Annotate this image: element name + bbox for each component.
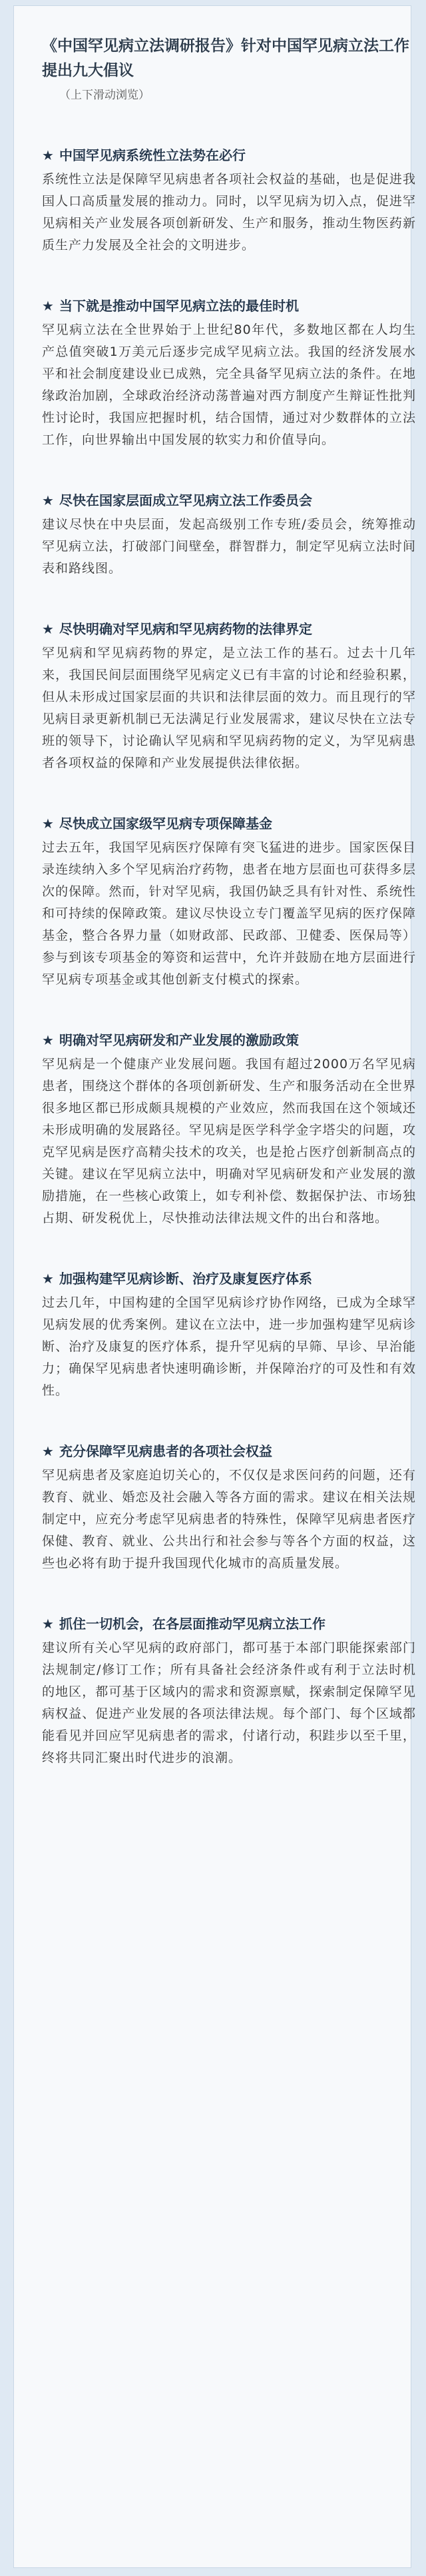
scroll-hint: （上下滑动浏览） [59,89,150,102]
section-1 [42,145,416,257]
article-card [13,5,416,2568]
section-body: 罕见病患者及家庭迫切关心的，不仅仅是求医问药的问题，还有教育、就业、婚恋及社会融入等各方面的需求。建议在相关法规制定中，应充分考虑罕见病患者的特殊性，保障罕见病患者医疗保健、教育、就业、公共出行和社会参与等各个方面的权益，这些也必将有助于提升我国现代化城市的高质量发展。 [42,1468,416,1571]
section-4 [42,618,416,774]
section-body: 罕见病和罕见病药物的界定，是立法工作的基石。过去十几年来，我国民间层面围绕罕见病定义已有丰富的讨论和经验积累，但从未形成过国家层面的共识和法律层面的效力。而且现行的罕见病目录更新机制已无法满足行业发展需求，建议尽快在立法专班的领导下，讨论确认罕见病和罕见病药物的定义，为罕见病患者各项权益的保障和产业发展提供法律依据。 [42,646,416,770]
section-heading [42,1613,416,1634]
star-icon: ★ [42,298,54,314]
section-heading-text: 充分保障罕见病患者的各项社会权益 [59,1443,272,1459]
section-heading [42,1268,416,1289]
section-9 [42,1613,416,1769]
star-icon: ★ [42,816,54,832]
section-body: 建议尽快在中央层面，发起高级别工作专班/委员会，统筹推动罕见病立法，打破部门间壁垒，群智群力，制定罕见病立法时间表和路线图。 [42,517,416,576]
section-heading [42,490,416,511]
section-body: 过去五年，我国罕见病医疗保障有突飞猛进的进步。国家医保目录连续纳入多个罕见病治疗药物，患者在地方层面也可获得多层次的保障。然而，针对罕见病，我国仍缺乏具有针对性、系统性和可持续的保障政策。建议尽快设立专门覆盖罕见病的医疗保障基金，整合各界力量（如财政部、民政部、卫健委、医保局等）参与到该专项基金的筹资和运营中，允许并鼓励在地方层面进行罕见病专项基金或其他创新支付模式的探索。 [42,840,416,987]
section-heading [42,1029,416,1051]
section-heading-text: 当下就是推动中国罕见病立法的最佳时机 [59,298,299,314]
section-body: 建议所有关心罕见病的政府部门，都可基于本部门职能探索部门法规制定/修订工作；所有具备社会经济条件或有利于立法时机的地区，都可基于区域内的需求和资源禀赋，探索制定保障罕见病权益、促进产业发展的各项法律法规。每个部门、每个区域都能看见并回应罕见病患者的需求，付诸行动，积跬步以至千里，终将共同汇聚出时代进步的浪潮。 [42,1640,416,1765]
star-icon: ★ [42,147,54,163]
star-icon: ★ [42,1443,54,1459]
section-5 [42,813,416,991]
section-heading [42,618,416,640]
section-heading-text: 尽快明确对罕见病和罕见病药物的法律界定 [59,621,312,637]
section-heading [42,295,416,317]
section-body: 罕见病立法在全世界始于上世纪80年代，多数地区都在人均生产总值突破1万美元后逐步完成罕见病立法。我国的经济发展水平和社会制度建设业已成熟，完全具备罕见病立法的条件。在地缘政治加剧，全球政治经济动荡普遍对西方制度产生辩证性批判性讨论时，我国应把握时机，结合国情，通过对少数群体的立法工作，向世界输出中国发展的软实力和价值导向。 [42,322,416,447]
section-3 [42,490,416,580]
section-8 [42,1441,416,1575]
section-body: 过去几年，中国构建的全国罕见病诊疗协作网络，已成为全球罕见病发展的优秀案例。建议在立法中，进一步加强构建罕见病诊断、治疗及康复的医疗体系，提升罕见病的早筛、早诊、早治能力；确保罕见病患者快速明确诊断，并保障治疗的可及性和有效性。 [42,1295,416,1398]
section-heading-text: 明确对罕见病研发和产业发展的激励政策 [59,1032,299,1048]
star-icon: ★ [42,1616,54,1632]
section-heading [42,1441,416,1462]
section-heading-text: 尽快在国家层面成立罕见病立法工作委员会 [59,492,312,508]
section-6 [42,1029,416,1229]
star-icon: ★ [42,492,54,508]
section-heading-text: 加强构建罕见病诊断、治疗及康复医疗体系 [59,1271,312,1287]
section-heading-text: 抓住一切机会，在各层面推动罕见病立法工作 [59,1616,325,1632]
section-body: 系统性立法是保障罕见病患者各项社会权益的基础，也是促进我国人口高质量发展的推动力。同时，以罕见病为切入点，促进罕见病相关产业发展各项创新研发、生产和服务，推动生物医药新质生产力发展及全社会的文明进步。 [42,172,416,253]
document-title: 《中国罕见病立法调研报告》针对中国罕见病立法工作提出九大倡议 [42,37,409,79]
star-icon: ★ [42,1032,54,1048]
article-content [42,34,416,1769]
section-heading-text: 中国罕见病系统性立法势在必行 [59,147,246,163]
section-body: 罕见病是一个健康产业发展问题。我国有超过2000万名罕见病患者，围绕这个群体的各项创新研发、生产和服务活动在全世界很多地区都已形成颇具规模的产业效应，然而我国在这个领域还未形成明确的发展路径。罕见病是医学科学金字塔尖的问题，攻克罕见病是医疗高精尖技术的攻关，也是抢占医疗创新制高点的关键。建议在罕见病立法中，明确对罕见病研发和产业发展的激励措施，在一些核心政策上，如专利补偿、数据保护法、市场独占期、研发税优上，尽快推动法律法规文件的出台和落地。 [42,1057,416,1225]
star-icon: ★ [42,1271,54,1287]
section-7 [42,1268,416,1402]
section-heading [42,145,416,166]
star-icon: ★ [42,621,54,637]
section-heading-text: 尽快成立国家级罕见病专项保障基金 [59,816,272,832]
section-heading [42,813,416,834]
section-2 [42,295,416,451]
